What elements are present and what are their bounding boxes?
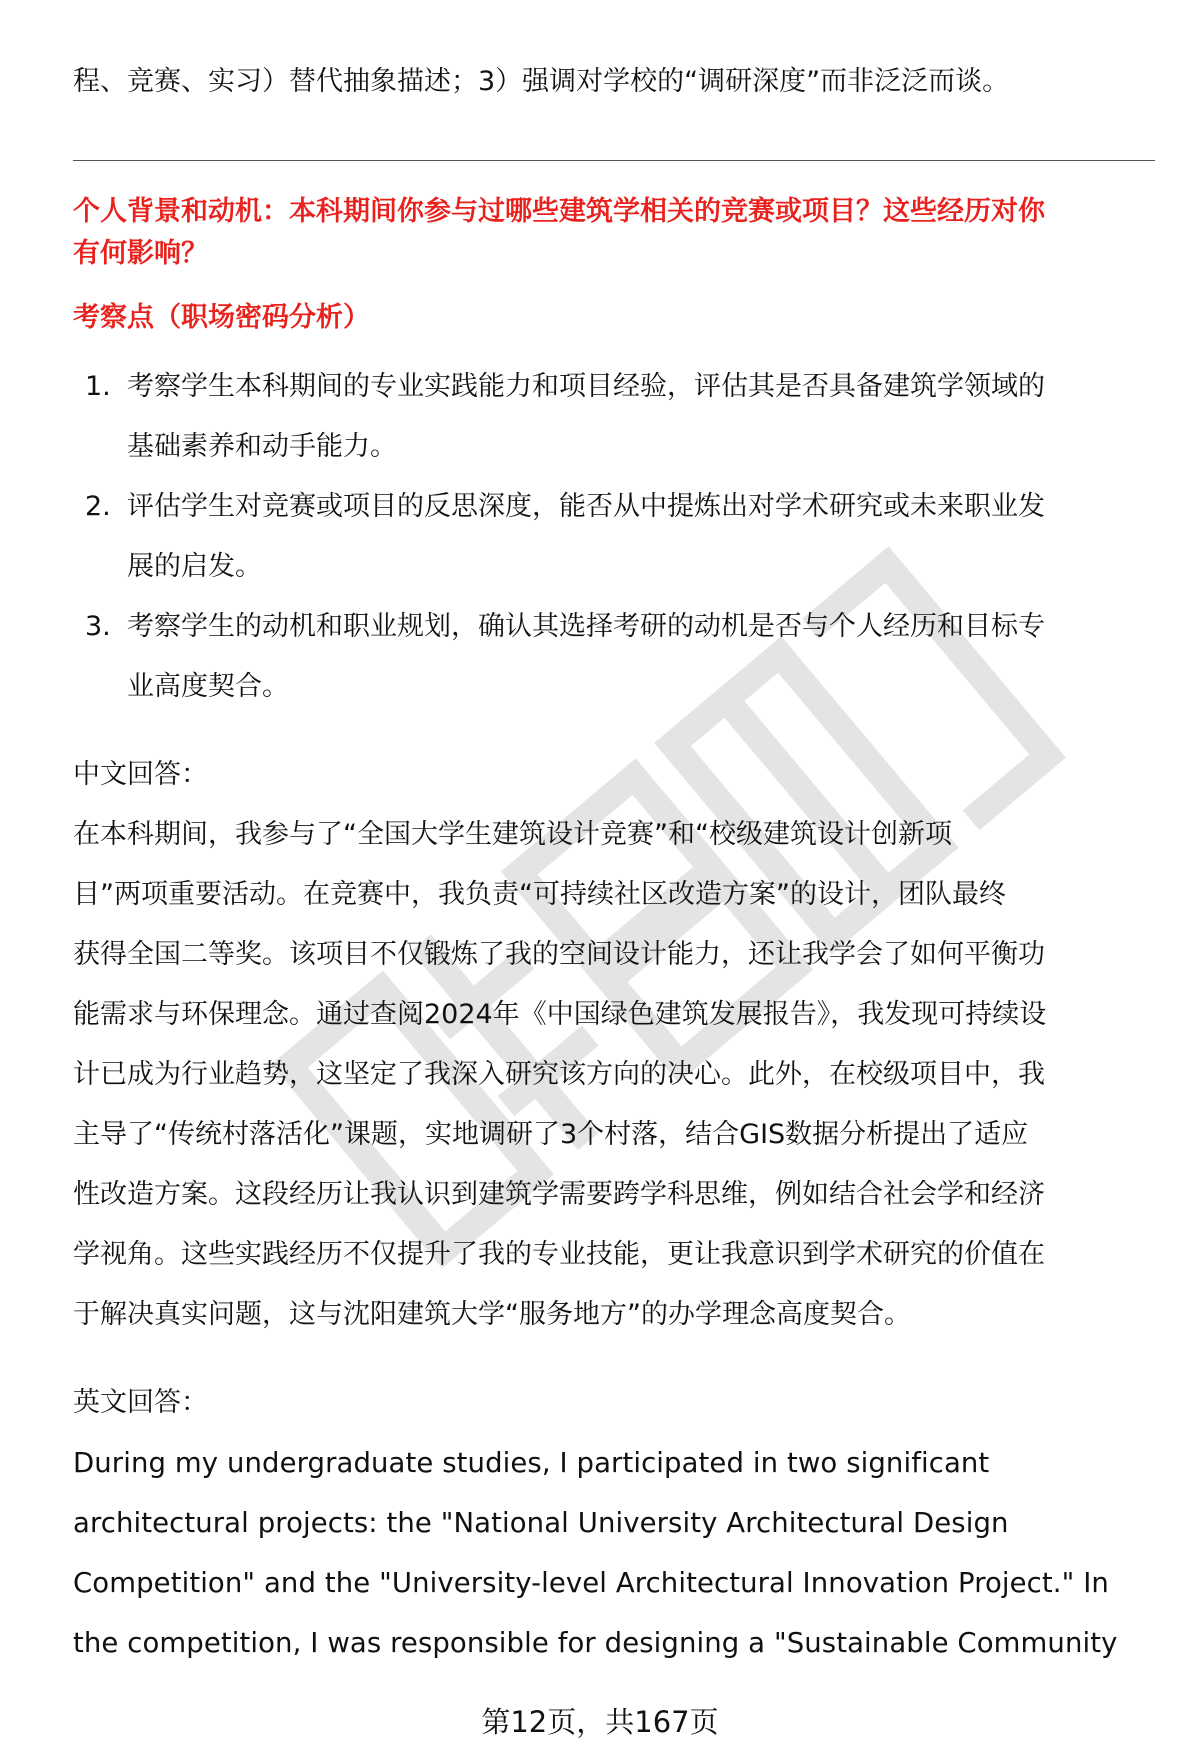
- page-footer: 第12页，共167页: [481, 1705, 719, 1739]
- point-number: 3.: [85, 611, 111, 642]
- chinese-answer-line: 学视角。这些实践经历不仅提升了我的专业技能，更让我意识到学术研究的价值在: [73, 1239, 1045, 1270]
- english-answer-line: Competition" and the "University-level Architectural Innovation Project." In: [73, 1567, 1109, 1599]
- question-line: 有何影响？: [73, 238, 208, 269]
- english-answer-line: architectural projects: the "National University Architectural Design: [73, 1507, 1009, 1539]
- chinese-answer-line: 主导了“传统村落活化”课题，实地调研了3个村落，结合GIS数据分析提出了适应: [73, 1119, 1029, 1150]
- chinese-answer-line: 计已成为行业趋势，这坚定了我深入研究该方向的决心。此外，在校级项目中，我: [73, 1059, 1045, 1090]
- analysis-point: [73, 357, 1155, 477]
- question-line: 个人背景和动机：本科期间你参与过哪些建筑学相关的竞赛或项目？这些经历对你: [73, 196, 1045, 227]
- chinese-answer-line: 于解决真实问题，这与沈阳建筑大学“服务地方”的办学理念高度契合。: [73, 1299, 911, 1330]
- point-line: 考察学生本科期间的专业实践能力和项目经验，评估其是否具备建筑学领域的: [127, 371, 1045, 402]
- english-answer-label: 英文回答：: [73, 1387, 208, 1418]
- analysis-title: 考察点（职场密码分析）: [73, 302, 370, 333]
- document-page: [73, 52, 1155, 1673]
- english-answer-section: [73, 1373, 1155, 1673]
- point-line: 评估学生对竞赛或项目的反思深度，能否从中提炼出对学术研究或未来职业发: [127, 491, 1045, 522]
- intro-tail-text: 程、竞赛、实习）替代抽象描述；3）强调对学校的“调研深度”而非泛泛而谈。: [73, 66, 1010, 97]
- chinese-answer-line: 在本科期间，我参与了“全国大学生建筑设计竞赛”和“校级建筑设计创新项: [73, 819, 952, 850]
- point-line: 展的启发。: [127, 551, 262, 582]
- english-answer-line: the competition, I was responsible for designing a "Sustainable Community: [73, 1627, 1118, 1659]
- point-number: 1.: [85, 371, 111, 402]
- point-number: 2.: [85, 491, 111, 522]
- point-line: 考察学生的动机和职业规划，确认其选择考研的动机是否与个人经历和目标专: [127, 611, 1045, 642]
- chinese-answer-line: 目”两项重要活动。在竞赛中，我负责“可持续社区改造方案”的设计，团队最终: [73, 879, 1006, 910]
- section-divider: [73, 160, 1155, 161]
- analysis-point: [73, 477, 1155, 597]
- question-heading: [73, 191, 1155, 275]
- point-line: 业高度契合。: [127, 671, 289, 702]
- chinese-answer-line: 获得全国二等奖。该项目不仅锻炼了我的空间设计能力，还让我学会了如何平衡功: [73, 939, 1045, 970]
- analysis-points-list: [73, 357, 1155, 717]
- chinese-answer-line: 能需求与环保理念。通过查阅2024年《中国绿色建筑发展报告》，我发现可持续设: [73, 999, 1047, 1030]
- chinese-answer-section: [73, 745, 1155, 1345]
- english-answer-line: During my undergraduate studies, I participated in two significant: [73, 1447, 990, 1479]
- point-line: 基础素养和动手能力。: [127, 431, 397, 462]
- chinese-answer-line: 性改造方案。这段经历让我认识到建筑学需要跨学科思维，例如结合社会学和经济: [73, 1179, 1045, 1210]
- analysis-point: [73, 597, 1155, 717]
- chinese-answer-label: 中文回答：: [73, 759, 208, 790]
